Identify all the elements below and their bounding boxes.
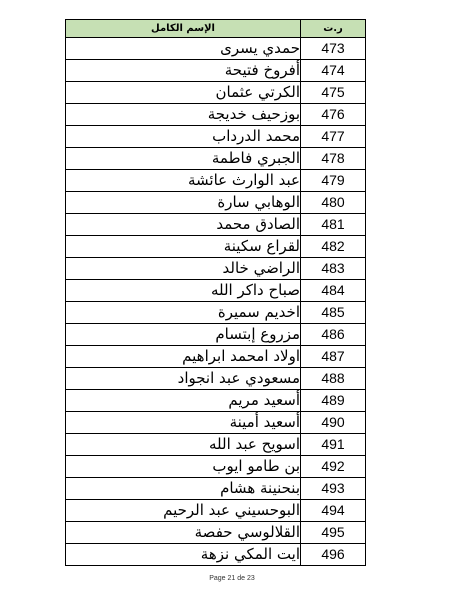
table-row: [66, 478, 366, 500]
full-name-cell: الكرتي عثمان: [66, 82, 301, 104]
table-body: [66, 38, 366, 566]
table-row: [66, 170, 366, 192]
row-number-cell: 494: [301, 500, 366, 522]
full-name-cell: البوحسيني عبد الرحيم: [66, 500, 301, 522]
table-row: [66, 192, 366, 214]
full-name-cell: بن طامو ايوب: [66, 456, 301, 478]
full-name-cell: مزروع إبتسام: [66, 324, 301, 346]
row-number-cell: 496: [301, 544, 366, 566]
row-number-cell: 482: [301, 236, 366, 258]
table-row: [66, 412, 366, 434]
full-name-cell: أفروخ فتيحة: [66, 60, 301, 82]
table-row: [66, 214, 366, 236]
full-name-cell: بنحنينة هشام: [66, 478, 301, 500]
row-number-cell: 486: [301, 324, 366, 346]
row-number-cell: 475: [301, 82, 366, 104]
row-number-cell: 490: [301, 412, 366, 434]
row-number-cell: 474: [301, 60, 366, 82]
row-number-cell: 477: [301, 126, 366, 148]
table-row: [66, 38, 366, 60]
full-name-cell: بوزحيف خديجة: [66, 104, 301, 126]
row-number-cell: 481: [301, 214, 366, 236]
page-number-footer: Page 21 de 23: [209, 575, 255, 582]
table-row: [66, 434, 366, 456]
full-name-cell: القلالوسي حفصة: [66, 522, 301, 544]
table-row: [66, 522, 366, 544]
row-number-cell: 476: [301, 104, 366, 126]
table-row: [66, 104, 366, 126]
full-name-cell: اخديم سميرة: [66, 302, 301, 324]
full-name-cell: ايت المكي نزهة: [66, 544, 301, 566]
row-number-cell: 484: [301, 280, 366, 302]
full-name-cell: الصادق محمد: [66, 214, 301, 236]
row-number-cell: 473: [301, 38, 366, 60]
table-row: [66, 500, 366, 522]
row-number-cell: 489: [301, 390, 366, 412]
table-row: [66, 324, 366, 346]
row-number-cell: 491: [301, 434, 366, 456]
full-name-cell: اولاد امحمد ابراهيم: [66, 346, 301, 368]
row-number-cell: 485: [301, 302, 366, 324]
full-name-cell: الجبري فاطمة: [66, 148, 301, 170]
row-number-cell: 492: [301, 456, 366, 478]
row-number-cell: 493: [301, 478, 366, 500]
row-number-cell: 480: [301, 192, 366, 214]
table-row: [66, 456, 366, 478]
full-name-cell: أسعيد أمينة: [66, 412, 301, 434]
table-row: [66, 82, 366, 104]
full-name-cell: أسعيد مريم: [66, 390, 301, 412]
row-number-cell: 479: [301, 170, 366, 192]
full-name-cell: صباح داكر الله: [66, 280, 301, 302]
column-header-full-name: الإسم الكامل: [66, 20, 301, 38]
table-row: [66, 390, 366, 412]
table-row: [66, 148, 366, 170]
full-name-cell: الراضي خالد: [66, 258, 301, 280]
table-row: [66, 126, 366, 148]
table-row: [66, 544, 366, 566]
row-number-cell: 488: [301, 368, 366, 390]
full-name-cell: مسعودي عبد انجواد: [66, 368, 301, 390]
table-row: [66, 258, 366, 280]
table-row: [66, 368, 366, 390]
table-row: [66, 236, 366, 258]
row-number-cell: 487: [301, 346, 366, 368]
full-name-cell: الوهابي سارة: [66, 192, 301, 214]
table-header-row: [66, 20, 366, 38]
full-name-cell: حمدي يسرى: [66, 38, 301, 60]
full-name-cell: محمد الدرداب: [66, 126, 301, 148]
row-number-cell: 483: [301, 258, 366, 280]
full-name-cell: لقراع سكينة: [66, 236, 301, 258]
full-name-cell: عبد الوارث عائشة: [66, 170, 301, 192]
table-row: [66, 302, 366, 324]
full-name-cell: اسويح عبد الله: [66, 434, 301, 456]
column-header-number: ر.ت: [301, 20, 366, 38]
row-number-cell: 495: [301, 522, 366, 544]
table-row: [66, 346, 366, 368]
names-table: [65, 19, 366, 566]
table-row: [66, 60, 366, 82]
table-row: [66, 280, 366, 302]
row-number-cell: 478: [301, 148, 366, 170]
